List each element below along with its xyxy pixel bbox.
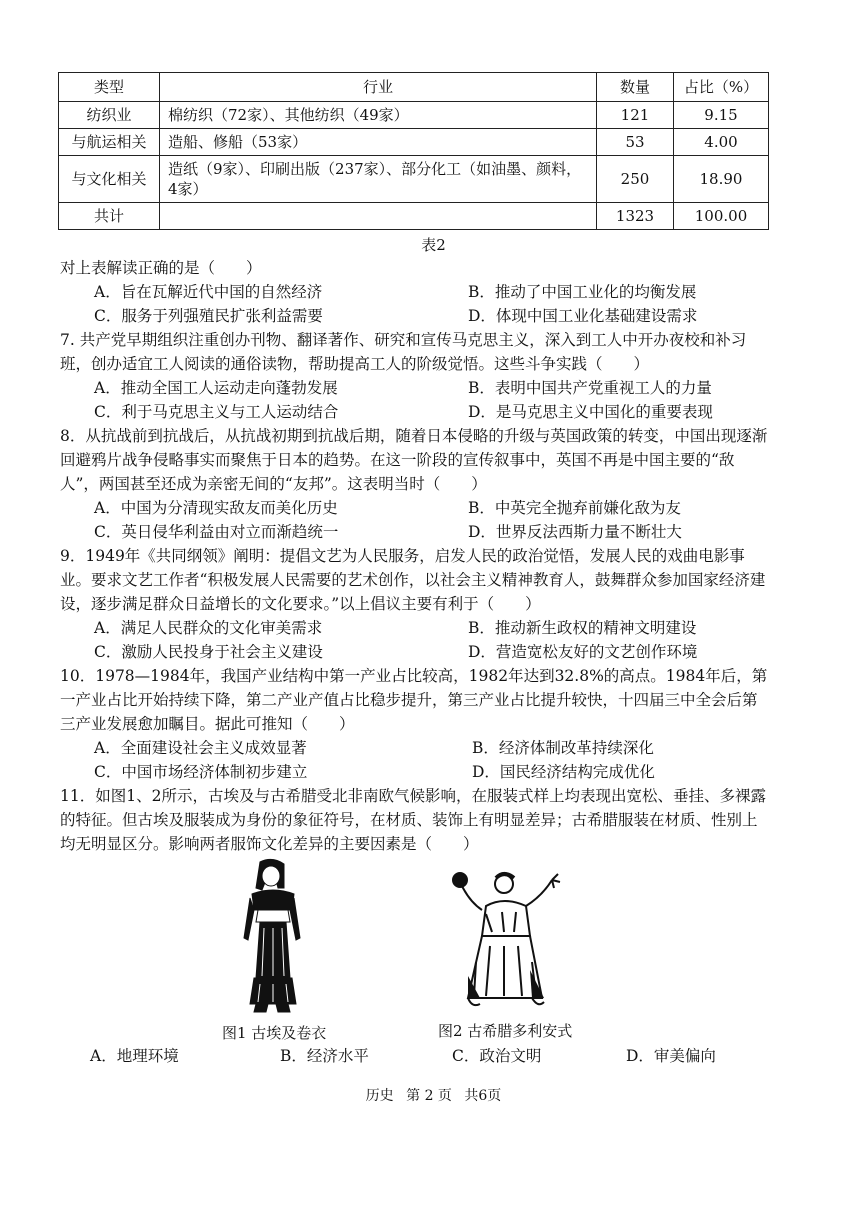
q10-option-c[interactable]: C．中国市场经济体制初步建立: [94, 763, 308, 781]
q10-stem: 10．1978—1984年，我国产业结构中第一产业占比较高，1982年达到32.8%的高点。1984年后，第一产业占比开始持续下降，第二产业产值占比稳步提升，第三产业占比提升较快，十四届三中全会后第三产业发展愈加瞩目。据此可推知（ ）: [60, 667, 768, 733]
header-type: 类型: [59, 73, 160, 102]
egyptian-figure-image: [238, 858, 308, 1014]
q8-option-b[interactable]: B．中英完全抛弃前嫌化敌为友: [468, 499, 681, 517]
q8-option-d[interactable]: D．世界反法西斯力量不断壮大: [468, 523, 682, 541]
q7-option-b[interactable]: B．表明中国共产党重视工人的力量: [468, 379, 712, 397]
q11-option-d[interactable]: D．审美偏向: [626, 1047, 716, 1065]
table-row: [59, 102, 769, 129]
q7-option-d[interactable]: D．是马克思主义中国化的重要表现: [468, 403, 713, 421]
q8-option-c[interactable]: C．英日侵华利益由对立而渐趋统一: [94, 523, 339, 541]
footer-subject: 历史: [365, 1088, 394, 1104]
q7-option-a[interactable]: A．推动全国工人运动走向蓬勃发展: [94, 379, 338, 397]
footer-page-number: 第 2 页: [406, 1088, 452, 1104]
cell-count: 250: [597, 156, 674, 203]
cell-count: 121: [597, 102, 674, 129]
q11-stem: 11．如图1、2所示，古埃及与古希腊受北非南欧气候影响，在服装式样上均表现出宽松、垂挂、多裸露的特征。但古埃及服装成为身份的象征符号，在材质、装饰上有明显差异；古希腊服装在材质、性别上均无明显区分。影响两者服饰文化差异的主要因素是（ ）: [60, 787, 766, 853]
q6-option-a[interactable]: A．旨在瓦解近代中国的自然经济: [94, 283, 323, 301]
figure-2-caption: 图2 古希腊多利安式: [438, 1022, 573, 1040]
table-row: [59, 129, 769, 156]
page-footer: [0, 1085, 867, 1105]
cell-pct: 100.00: [674, 203, 769, 230]
header-count: 数量: [597, 73, 674, 102]
cell-pct: 4.00: [674, 129, 769, 156]
q11-option-a[interactable]: A．地理环境: [90, 1047, 179, 1065]
header-pct: 占比（%）: [674, 73, 769, 102]
q6-option-b[interactable]: B．推动了中国工业化的均衡发展: [468, 283, 697, 301]
cell-type: 纺织业: [59, 102, 160, 129]
table-header-row: [59, 73, 769, 102]
cell-count: 1323: [597, 203, 674, 230]
cell-pct: 18.90: [674, 156, 769, 203]
table-row: [59, 203, 769, 230]
cell-count: 53: [597, 129, 674, 156]
cell-type: 共计: [59, 203, 160, 230]
cell-type: 与文化相关: [59, 156, 160, 203]
q9-option-b[interactable]: B．推动新生政权的精神文明建设: [468, 619, 697, 637]
cell-pct: 9.15: [674, 102, 769, 129]
q7-stem: 7. 共产党早期组织注重创办刊物、翻译著作、研究和宣传马克思主义，深入到工人中开办夜校和补习班，创办适宜工人阅读的通俗读物，帮助提高工人的阶级觉悟。这些斗争实践（ ）: [60, 331, 747, 373]
cell-industry: 造船、修船（53家）: [160, 129, 597, 156]
q11-option-c[interactable]: C．政治文明: [452, 1047, 542, 1065]
q8-option-a[interactable]: A．中国为分清现实敌友而美化历史: [94, 499, 338, 517]
figure-1-caption: 图1 古埃及卷衣: [222, 1024, 327, 1042]
cell-type: 与航运相关: [59, 129, 160, 156]
header-industry: 行业: [160, 73, 597, 102]
cell-industry: 棉纺织（72家）、其他纺织（49家）: [160, 102, 597, 129]
industry-table: [58, 72, 769, 230]
q6-option-c[interactable]: C．服务于列强殖民扩张利益需要: [94, 307, 323, 325]
q10-option-a[interactable]: A．全面建设社会主义成效显著: [94, 739, 307, 757]
q10-option-d[interactable]: D．国民经济结构完成优化: [472, 763, 655, 781]
cell-industry: [160, 203, 597, 230]
q9-option-a[interactable]: A．满足人民群众的文化审美需求: [94, 619, 323, 637]
table-row: [59, 156, 769, 203]
footer-total-pages: 共6页: [464, 1088, 502, 1104]
q10-option-b[interactable]: B．经济体制改革持续深化: [472, 739, 654, 757]
q6-option-d[interactable]: D．体现中国工业化基础建设需求: [468, 307, 698, 325]
q7-option-c[interactable]: C．利于马克思主义与工人运动结合: [94, 403, 339, 421]
table-caption: 表2: [421, 236, 446, 254]
greek-figure-image: [446, 866, 568, 1012]
q9-stem: 9．1949年《共同纲领》阐明：提倡文艺为人民服务，启发人民的政治觉悟，发展人民的戏曲电影事业。要求文艺工作者“积极发展人民需要的艺术创作，以社会主义精神教育人，鼓舞群众参加国家经济建设，逐步满足群众日益增长的文化要求。”以上倡议主要有利于（ ）: [60, 547, 766, 613]
q6-stem: 对上表解读正确的是（ ）: [60, 259, 262, 277]
q9-option-d[interactable]: D．营造宽松友好的文艺创作环境: [468, 643, 698, 661]
q9-option-c[interactable]: C．激励人民投身于社会主义建设: [94, 643, 323, 661]
cell-industry: 造纸（9家）、印刷出版（237家）、部分化工（如油墨、颜料，4家）: [160, 156, 597, 203]
q8-stem: 8．从抗战前到抗战后，从抗战初期到抗战后期，随着日本侵略的升级与英国政策的转变，中国出现逐渐回避鸦片战争侵略事实而聚焦于日本的趋势。在这一阶段的宣传叙事中，英国不再是中国主要的“敌人”，两国甚至还成为亲密无间的“友邦”。这表明当时（ ）: [60, 427, 768, 493]
q11-option-b[interactable]: B．经济水平: [280, 1047, 369, 1065]
